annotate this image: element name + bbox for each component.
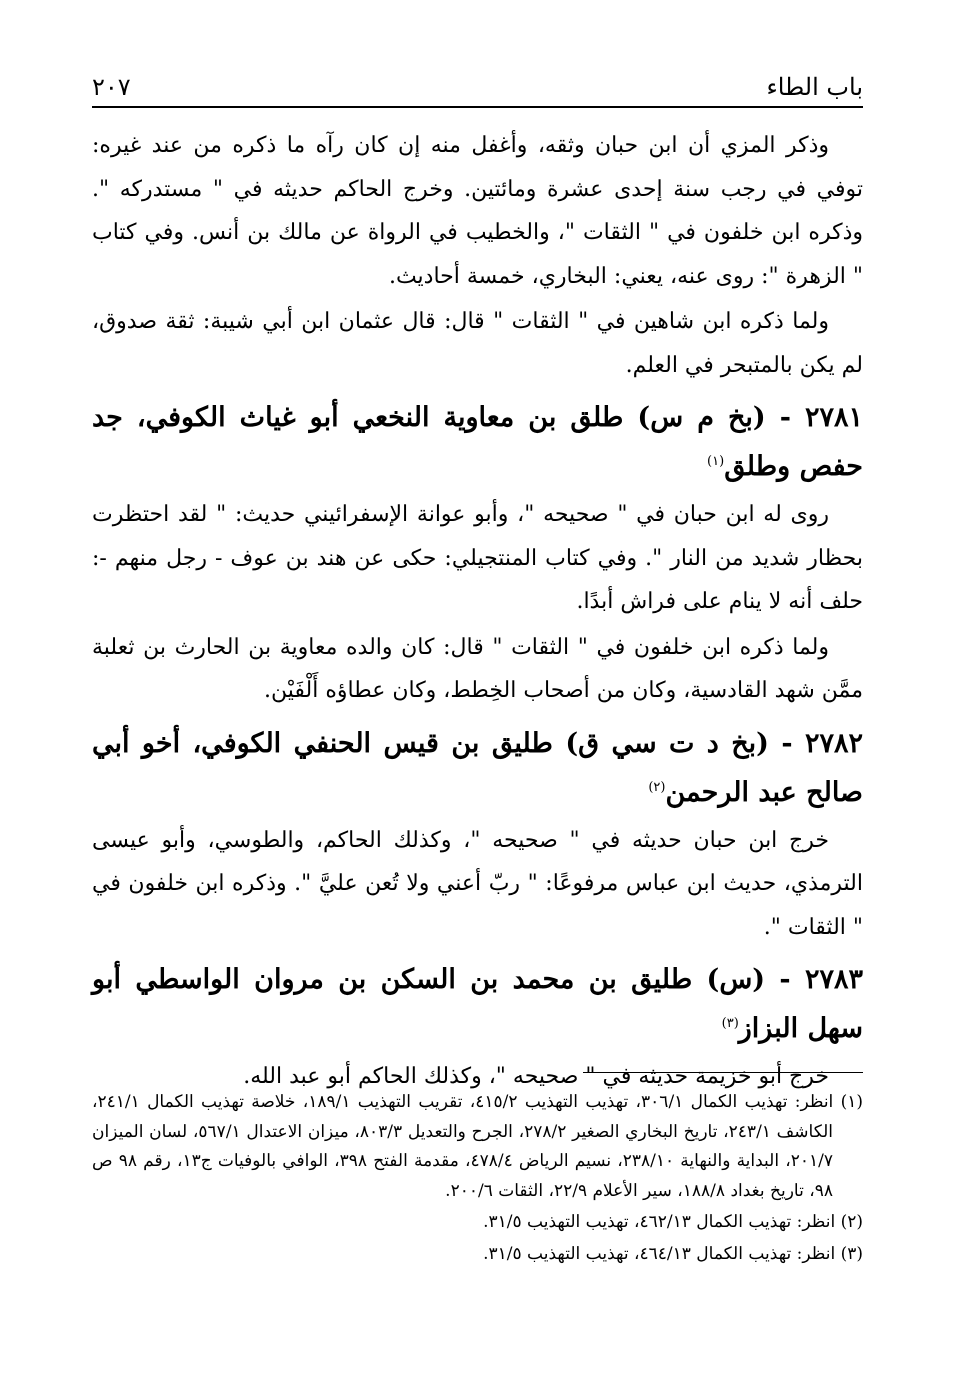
paragraph: وذكر المزي أن ابن حبان وثقه، وأغفل منه إن كان رآه ما ذكره من عند غيره: توفي في رجب سنة إحدى عشرة ومائتين. وخرج الحاكم حديثه في " مستدركه ". وذكره ابن خلفون في " الثقات "، والخطيب في الرواة عن مالك بن أنس. وفي كتاب " الزهرة ": روى عنه، يعني: البخاري، خمسة أحاديث. <box>92 133 863 289</box>
entry-title: ٢٧٨١ - (بخ م س) طلق بن معاوية النخعي أبو غياث الكوفي، جد حفص وطلق <box>92 402 863 482</box>
entry-title: ٢٧٨٢ - (بخ د ت سي ق) طليق بن قيس الحنفي الكوفي، أخو أبي صالح عبد الرحمن <box>92 727 863 808</box>
page-number: ٢٠٧ <box>92 73 131 101</box>
entry-heading-2781 <box>92 393 863 491</box>
paragraph: ولما ذكره ابن خلفون في " الثقات " قال: كان والده معاوية بن الحارث بن ثعلبة ممَّن شهد القادسية، وكان من أصحاب الخِطط، وكان عطاؤه أَلْفَيْن. <box>92 634 863 703</box>
page-header <box>92 62 863 108</box>
footnote-ref: (٣) <box>721 1016 739 1031</box>
page-body <box>92 124 863 1101</box>
paragraph: خرج أبو خزيمة حديثه في " صحيحه "، وكذلك الحاكم أبو عبد الله. <box>243 1064 829 1089</box>
footnote-ref: (٢) <box>648 779 666 795</box>
paragraph: روى له ابن حبان في " صحيحه "، وأبو عوانة الإسفرائيني حديث: " لقد احتظرت بحظار شديد من النار ". وفي كتاب المنتجيلي: حكى عن هند بن عوف - رجل منهم -: حلف أنه لا ينام على فراش أبدًا. <box>92 502 863 614</box>
footnote-3: (٣) انظر: تهذيب الكمال ٤٦٤/١٣، تهذيب التهذيب ٣١/٥. <box>483 1243 863 1264</box>
entry-heading-2783 <box>92 955 863 1053</box>
footnote-2: (٢) انظر: تهذيب الكمال ٤٦٢/١٣، تهذيب التهذيب ٣١/٥. <box>483 1212 863 1232</box>
footnote-divider <box>583 1072 863 1073</box>
footnote-ref: (١) <box>707 454 725 469</box>
chapter-title: باب الطاء <box>766 73 863 101</box>
footnote-1: (١) انظر: تهذيب الكمال ٣٠٦/١، تهذيب التهذيب ٤١٥/٢، تقريب التهذيب ١٨٩/١، خلاصة تهذيب الكمال ٢٤١/١، الكاشف ٢٤٣/١، تاريخ البخاري الصغير ٢٧٨/٢، الجرح والتعديل ٨٠٣/٣، ميزان الاعتدال ٥٦٧/١، لسان الميزان ٢٠١/٧، البداية والنهاية ٢٣٨/١٠، نسيم الرياض ٤٧٨/٤، مقدمة الفتح ٣٩٨، الوافي بالوفيات ج١٣، رقم ٩٨ ص ٩٨، تاريخ بغداد ١٨٨/٨، سير الأعلام ٢٢/٩، الثقات ٢٠٠/٦. <box>92 1092 863 1201</box>
entry-heading-2782 <box>92 719 863 817</box>
entry-title: ٢٧٨٣ - (س) طليق بن محمد بن السكن بن مروان الواسطي أبو سهل البزاز <box>92 964 863 1044</box>
paragraph: ولما ذكره ابن شاهين في " الثقات " قال: قال عثمان ابن أبي شيبة: ثقة صدوق، لم يكن بالمتبحر في العلم. <box>92 309 863 378</box>
footnotes <box>92 1088 863 1271</box>
paragraph: خرج ابن حبان حديثه في " صحيحه "، وكذلك الحاكم، والطوسي، وأبو عيسى الترمذي، حديث ابن عباس مرفوعًا: " ربّ أعني ولا تُعن عليَّ ". وذكره ابن خلفون في " الثقات ". <box>92 827 863 940</box>
